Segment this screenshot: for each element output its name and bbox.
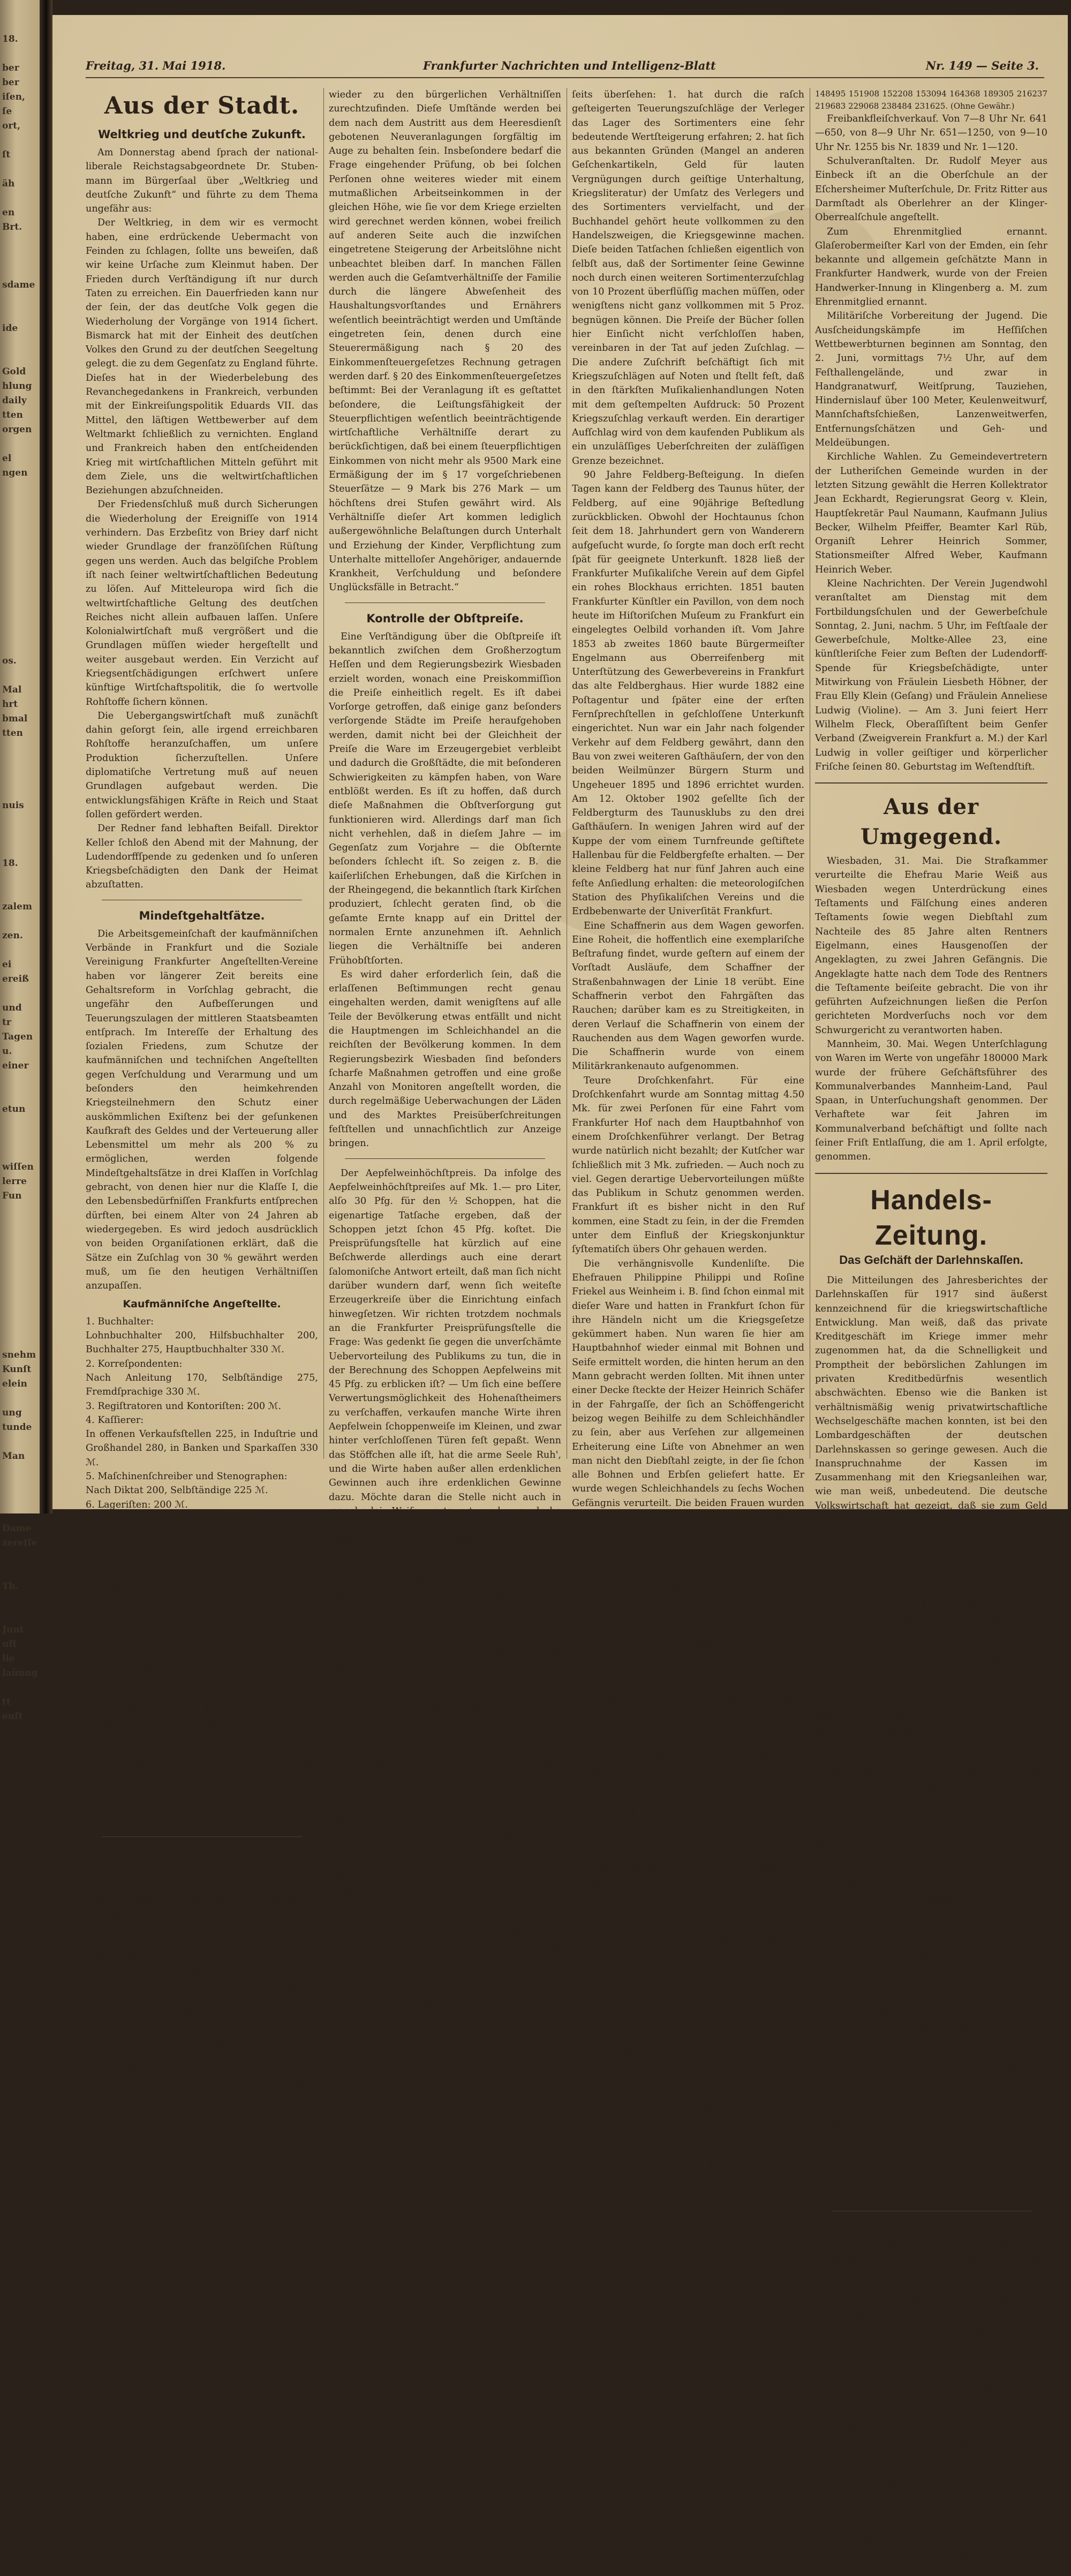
paragraph: Eine Schaffnerin aus dem Wagen geworfen. Eine Roheit, die hoffentlich eine exemplariſche Beſtrafung findet, wurde geſtern auf einem der Vorſtadt Ausläufe, dem Schaffner der Straßenbahnwagen der Linie 18 verübt. Eine Schaffnerin verbot den Fahrgäſten das Rauchen; darüber kam es zu Streitigkeiten, in deren Verlauf die Schaffnerin von einem der Rauchenden aus dem Wagen geworfen wurde. Die Schaffnerin wurde von einem Militärkrankenauto aufgenommen. [572,920,804,1072]
left-page-line [2,350,39,365]
left-page-line: nuis [2,800,24,811]
left-page-line [2,582,39,596]
left-page-line: zalem [2,901,32,912]
left-page-line [2,47,39,61]
paragraph: 7. Expedienten: 225 ℳ. [86,1513,198,1524]
paragraph: Nach Diktat 200, Selbſtändige 225 ℳ. [86,1485,268,1496]
left-page-line [2,1391,39,1406]
paragraph: Mannheim, 30. Mai. Wegen Unterſchlagung von Waren im Werte von ungefähr 180000 Mark wurde der frühere Geſchäftsführer des Kommunalverbandes Mannheim-Land, Paul Spaan, in Unterſuchungshaft genommen. Der Verhaftete war ſeit Jahren im Kommunalverband beſchäftigt und ſollte nach ſeiner Friſt Entlaſſung, die am 1. April erfolgte, genommen. [815,1039,1047,1163]
column-1 [86,88,318,2132]
left-page-line: ſt [2,149,11,160]
left-page-line: Kunſt [2,1364,32,1375]
left-page-line: el [2,453,12,464]
left-page-line [2,914,39,929]
paragraph: 1. Buchhalter: [86,1316,154,1327]
left-page-line: ber [2,63,19,73]
left-page-line [2,1681,39,1695]
paragraph: Die Ernteausſichten. Die Aussichten der Ernte in den verschiedenen Ländern erlangen von Woche zu Woche eine größere politische Bedeutung. In Deutschland haben es die gesetzten zahlreichen „drei Eisheiligen“ diesmal gut gemeint; es kam ein Wetterfall von ein, vielmehr ist die Witterung gesteigerte Wunsch nach Regen ist die Gegengewicht gegen die ist Wärme als die vereinzelt das vielfach Erfüllung gefunden, so daß in den meisten Landesteilen ein günstiger Wechsel zwischen warmen und regnerischen Tagen in letzter Zeit eingetreten ist. Die Saaten haben sich daher fast überall günstig entwickelt. Der Regen wird für das Wintergetreide zu spät kommen, da das ja im Frühjahr stand unter sehr ein Wechsel und Sommergetreide lauten die Nachrichten erfreulicher. Die Gründe für die vielfach die verschiedene Düngung große Unterschiede im Saatenstand hervorgerufen. Für den Ernte erwartet man die Rapssaat und die Heuernte geben. Für das Wirtschaft hat die erfreulich Aussichten, doch ist der Aussehen der Kleeschläge. Wichtig ist die Aus- [815,2239,1047,2574]
left-page-line [2,1319,39,1334]
left-page-text [0,0,40,1724]
subheading-technisch: Techniſche Angeſtellte. [135,1630,268,1642]
left-page-line [2,538,39,553]
paragraph: Lohnbuchhalter 200, Hilfsbuchhalter 200, Buchhalter 275, Hauptbuchhalter 330 ℳ. [86,1330,318,1355]
paragraph: Die Grundſätze für die Einkommenſteuerveranlagung der entlaſſenen Kriegsteilnehmer werden in einem Erlaß des Finanzminiſters für die Vorſitzenden der Veranlagungskommiſſionen und der unterſtellten Organe dahin vorgeſchrieben, daß allgemein eine ſchonende Behandlung gegenüber ſolchen Steuerpflichtigen ſtattzufinden hat, die, vom Heeresdienſt entlaſſen, zu ihrer bürgerlichen Beſchäftigung zurückgekehrt ſind. In beſonderem Maße gilt dies bei Angehörigen des Mittelſtandes, die dem aktiven Dienſte entlaſſen. Schonende Rückſichtnahme iſt aber auch auf diejenigen Entlaſſenen geboten, die in ihrer körperlichen und geiſtigen Leiſtungsfähigkeit durch die Feldzugs-Einflüſſe erlitten haben und daher Nutzen haben werden, ſich [86,1881,318,2132]
left-page-line: lerre [2,1176,27,1187]
left-page-line [2,770,39,784]
article-title-industrie-handel: Induſtrie und Handel. [863,2220,1000,2233]
lottery-numbers-tail: 148495 151908 152208 153094 164368 189305 216237 219683 229068 238484 231625. (Ohne Gewähr.) [815,89,1047,111]
left-page-line [2,1334,39,1348]
left-page-line: ung [2,1407,22,1418]
masthead-date: Freitag, 31. Mai 1918. [86,59,226,72]
left-page-line [2,437,39,451]
paragraph: Betrieb: Nachkalkulatoren 280, Werkmeiſter 300, Obermeiſter 450, Montageleiter 450, Betriebsaſſiſtenten 300, Betriebsingenieure 600 ℳ. [86,1732,318,1786]
left-page-line [2,668,39,683]
paragraph: Die verhängnisvolle Kundenliſte. Die Ehefrauen Philippine Philippi und Roſine Friekel aus Weinheim i. B. ſind ſchon einmal mit dieſer Ware und hatten in Frankfurt ſchon für ihre Händeln nicht um die Kriegsgeſetze gekümmert haben. Nun waren ſie hier am Hauptbahnhof wieder einmal mit Bohnen und Seife ermittelt worden, die hinten herum an den Mann gebracht werden ſollten. Mit ihnen unter einer Decke ſteckte der Heizer Heinrich Schäfer in der Fahrgaſſe, der ſich an Schöffengericht beizog wegen Beihilfe zu dem Schleichhändler zu ſein, aber aus Verſehen zur allgemeinen Erheiterung eine Liſte von Abnehmer an wen man nicht den Diebſtahl zeigte, in der ſie ſchon alle Bohnen und Erbſen geliefert hatte. Er wurde wegen Schleichhandels zu ſechs Wochen Gefängnis verurteilt. Die beiden Frauen wurden wegen verbotener Ausfuhr aus dem Bereich des Kommunalverbands beſtraft und zwar wurde die Philippi mit einem Monat und die Friekel mit zwei Wochen Gefängnis. — In der Strafkammer wurde der Händler Jakob Hellmann wegen Kettenhandels mit Salatöl ſich zu 300 Mark Geldſtrafe verurteilt. [572,1258,804,1607]
paragraph: Der Friedensſchluß muß durch Sicherungen die Wiederholung der Ereigniſſe von 1914 verhindern. Das Erzbeſitz von Briey darf nicht wieder Grundlage der franzöſiſchen Rüſtung gegen uns werden. Auch das belgiſche Problem iſt nach ſeiner weltwirtſchaftlichen Bedeutung zu löſen. Auf Mitteleuropa wird ſich die weltwirtſchaftliche Geltung des deutſchen Reiches nicht allein aufbauen laſſen. Unſere Kolonialwirtſchaft muß vergrößert und die Grundlagen müſſen wieder hergeſtellt und weiter ausgebaut werden. Ein Verzicht auf Kriegsentſchädigungen erſchwert unſere künftige Wirtſchaftspolitik, die ſo wertvolle Rohſtoffe ſichern können. [86,499,318,707]
section-heading-umgegend: Aus der Umgegend. [860,794,1002,850]
paragraph: Die Uebergangswirtſchaft muß zunächſt dahin geſorgt ſein, alle irgend erreichbaren Rohſtoffe heranzuſchaffen, um unſere Produktion ſicherzuſtellen. Unſere diplomatiſche Vertretung muß auf neuen Grundlagen aufgebaut werden. Die entwicklungsfähigen Kräfte in Reich und Staat ſollen gefördert werden. [86,710,318,820]
paragraph: Beſchlagnahmtes Fleiſch. Im Oſtbahnhof in Hanau hat die Polizei einen großen Korb beſchlagnahmt, der 100 Pfund Rindfleiſch enthielt, das aus Bayern nach Offenbach, angeblich in eine Großmetzgerei überführt werden ſollte. Das Fleiſch iſt der Hanauer Kreisfleiſchſtelle überwieſen worden. [572,1864,804,1960]
salary-list-technisch [86,1646,318,1829]
left-page-line [2,611,39,625]
left-page-line [2,885,39,900]
left-page-line [2,263,39,278]
article-body-steuer [86,1880,318,2133]
salary-list-kaufmaennisch [86,1315,318,1625]
local-news-col3 [572,919,804,2215]
left-page-line [2,162,39,177]
left-page-line [2,1146,39,1160]
paragraph: 10. Dolmetſcher (ohne Rückſicht auf Alter): 280 ℳ. [86,1598,318,1623]
book-gutter [40,0,52,1513]
left-page-line: 18. [2,34,18,44]
left-page-fragment [0,0,40,1722]
left-page-line: Mal [2,684,22,695]
left-page-line [2,1507,39,1522]
column-3 [572,88,804,2213]
paragraph: 9. Reiſende: 280 ℳ. [86,1584,180,1595]
left-page-line [2,1131,39,1146]
masthead-page-number: Nr. 149 — Seite 3. [925,59,1039,72]
left-page-line [2,755,39,770]
article-title-darlehnskassen: Das Geſchäft der Darlehnskaſſen. [839,1253,1023,1267]
article-body-steuer-continued [329,88,561,595]
left-page-line: hrt [2,699,18,710]
left-page-line [2,480,39,495]
left-page-line [2,1203,39,1218]
left-page-line [2,1550,39,1565]
left-page-line [2,1594,39,1608]
paragraph: In offenen Verkaufsſtellen 225, in Induſtrie und Großhandel 280, in Banken und Sparkaſſen 330 ℳ. [86,1429,318,1468]
local-news-col4 [815,112,1047,774]
left-page-line: einer [2,1060,29,1071]
paragraph: 5. Maſchinenſchreiber und Stenographen: [86,1471,288,1482]
left-page-line [2,307,39,321]
newspaper-page [52,15,1068,2574]
section-heading-stadt: Aus der Stadt. [104,92,300,119]
paragraph: Militäriſche Vorbereitung der Jugend. Die Ausſcheidungskämpfe im Heſſiſchen Wettbewerbturnen beginnen am Sonntag, den 2. Juni, vormittags 7½ Uhr, auf dem Feſthallengelände, und zwar in Handgranatwurf, Weitſprung, Tauziehen, Hindernislauf über 100 Meter, Keulenweitwurf, Mannſchaftsſchießen, Lanzenweitwerfen, Entfernungsſchätzen und Geh- und Meldeübungen. [815,311,1047,449]
article-body-mindestgehalt [86,927,318,1293]
left-page-line [2,495,39,509]
left-page-line: orgen [2,424,32,435]
paragraph: Teure Droſchkenfahrt. Für eine Droſchkenfahrt wurde am Sonntag mittag 4.50 Mk. für zwei Perſonen für eine Fahrt vom Frankfurter Hof nach dem Hauptbahnhof von einem Droſchkenführer verlangt. Der Betrag wurde natürlich nicht bezahlt; der Kutſcher war ſchließlich mit 3 Mk. zufrieden. — Auch noch zu viel. Gegen derartige Uebervorteilungen müßte das Publikum in Schutz genommen werden. Frankfurt iſt es bisher nicht in den Ruf kommen, eine Stadt zu ſein, in der die Fremden unter dem Einfluß der Kriegskonjunktur ſyſtematiſch übers Ohr gehauen werden. [572,1075,804,1255]
paragraph: Freibankfleiſchverkauf. Von 7—8 Uhr Nr. 641—650, von 8—9 Uhr Nr. 651—1250, von 9—10 Uhr Nr. 1255 bis Nr. 1839 und Nr. 1—120. [815,114,1047,153]
left-page-line: enſt [2,1711,23,1722]
paragraph: Der Weltkrieg, in dem wir es vermocht haben, eine erdrückende Uebermacht von Feinden zu ſchlagen, ſollte uns beweiſen, daß wir keine Urſache zum Kleinmut haben. Der Frieden durch Verſtändigung iſt nur durch Taten zu erreichen. Ein Dauerfrieden kann nur der ſein, der das deutſche Volk gegen die Wiederholung der Vorgänge von 1914 ſichert. Bismarck hat mit der Einheit des deutſchen Volkes den Grund zu der deutſchen Seegeltung gelegt. die zu dem Gegenſatz zu England führte. Dieſes hat in der Wiederbelebung des Revanchegedankens in Frankreich, verbunden mit der Einkreiſungspolitik Eduards VII. das Mittel, den läſtigen Wettbewerber auf dem Weltmarkt ſchließlich zu vernichten. England und Frankreich haben den entſcheidenden Krieg mit wirtſchaftlichen Mitteln geführt mit dem Ziele, uns die weltwirtſchaftlichen Beziehungen abzuſchneiden. [86,217,318,496]
paragraph: Kirchliche Wahlen. Zu Gemeindevertretern der Lutheriſchen Gemeinde wurden in der letzten Sitzung gewählt die Herren Kollektrator Jean Eckhardt, Regierungsrat Georg v. Klein, Hauptſekretär Paul Naumann, Kaufmann Julius Becker, Wilhelm Pfeiffer, Beamter Karl Rüb, Organiſt Lehrer Heinrich Sommer, Stationsmeiſter Alfred Weber, Kaufmann Heinrich Weber. [815,451,1047,575]
left-page-line: etun [2,1104,26,1114]
left-page-line: wiſſen [2,1162,34,1172]
left-page-line: Fun [2,1191,22,1201]
article-body-obstpreise [329,630,561,1151]
left-page-line [2,1464,39,1478]
left-page-line: u. [2,1046,12,1057]
paragraph: Induſtrie. Büro: Zeichner 200, Detailkonſtrukteure 200, Offertingenieure und Vorkalkulatoren 250, Selbſt. Konſtrukteure und Projektierungsing. 375, Reiſe- und Verſuchsingenieure 450, Ober- und Gruppenchefs 450, Oberingenieure 600 ℳ. [86,1647,318,1729]
column-4 [815,88,1047,2574]
left-page-line: ei [2,959,12,970]
left-page-line [2,336,39,350]
left-page-line: iſen, [2,92,25,102]
left-page-line: äh [2,178,15,189]
left-page-line [2,1117,39,1131]
left-page-line [2,1493,39,1507]
section-heading-handelszeitung: Handels-Zeitung. [870,1184,992,1251]
left-page-line [2,871,39,885]
article-title-weltkrieg: Weltkrieg und deutſche Zukunft. [98,128,306,141]
paragraph: Am Donnerstag abend ſprach der national-liberale Reichstagsabgeordnete Dr. Stuben-mann im Bürgerſaal über „Weltkrieg und deutſche Zukunft“ und führte zu dem Thema ungefähr aus: [86,147,318,215]
left-page-line [2,1478,39,1493]
left-page-line [2,639,39,654]
left-page-line: ort, [2,120,21,131]
left-page-line: daily [2,395,27,406]
left-page-line [2,292,39,307]
left-page-line: snehm [2,1350,36,1360]
left-page-line [2,1218,39,1232]
column-2 [329,88,561,2108]
subheading-kaufmaennisch: Kaufmänniſche Angeſtellte. [123,1298,281,1310]
article-body-ernteaussichten [815,2238,1047,2576]
left-page-line: Th. [2,1581,19,1592]
local-news-col2 [329,1166,561,2110]
left-page-line [2,249,39,263]
paragraph: 4. Kaſſierer: [86,1414,144,1426]
left-page-line [2,524,39,538]
left-page-line [2,827,39,842]
paragraph: Der Aepfelweinhöchſtpreis. Da infolge des Aepfelweinhöchſtpreiſes auf Mk. 1.— pro Liter, alſo 30 Pfg. für den ½ Schoppen, hat die eigenartige Tatſache ergeben, daß der Schoppen jetzt ſchon 45 Pfg. koſtet. Die Preisprüfungsſtelle hat kürzlich auf eine Beſchwerde allerdings auch eine derart ſalomoniſche Antwort erteilt, daß man ſich nicht darüber wundern darf, wenn ſich weiteſte Erzeugerkreiſe über die Einrichtung einfach hinwegſetzen. Wir richten trotzdem nochmals an die Frankfurter Preisprüfungsſtelle die Frage: Was gedenkt ſie gegen die unverſchämte Uebervorteilung des Publikums zu tun, die in der Berechnung des Schoppen Aepfelweins mit 45 Pfg. zu erblicken iſt? — Um ſich eine beſſere Verwertungsmöglichkeit des Hohenaſtheimers zu verſchaffen, verkaufen manche Wirte ihren Aepfelwein ſchoppenweiſe im Kleinen, und zwar hinter verſchloſſenen Türen feſt gepaßt. Wenn das Stöffchen alle iſt, hat die arme Seele Ruh', und die Wirte haben außer allen erdenklichen Gewinnen auch ihre erdenklichen Gewinne dazu. Möchte daran die Stelle nicht auch in mancherlei Weiſe vertauert und wo derbe tauſend Leute zahlen. Möchten die zahlungswilligen und -fähigen alle Leute und nicht der kleine Mann, das iſt eine wirklich traurige Tatſache. [329,1168,561,1573]
paragraph: wieder zu den bürgerlichen Verhältniſſen zurechtzufinden. Dieſe Umſtände werden bei dem nach dem Austritt aus dem Heeresdienſt gebotenen Neuveranlagungen ſorgfältig im Auge zu behalten ſein. Insbeſondere bedarf die Frage eingehender Prüfung, ob bei ſolchen Perſonen ohne weiteres wieder mit einem mutmaßlichen Arbeitseinkommen in der gleichen Höhe, wie ſie vor dem Kriege erzielten wird gerechnet werden können, wobei freilich auf anderen Seite auch die inzwiſchen eingetretene Steigerung der Arbeitslöhne nicht unbeachtet bleiben darf. In manchen Fällen werden auch die Geſamtverhältniſſe der Familie durch die längere Abweſenheit des Haushaltungsvorſtandes und Ernährers weſentlich beeinträchtigt werden und Umſtände eingetreten ſein, denen durch eine Steuerermäßigung nach § 20 des Einkommenſteuergeſetzes Rechnung getragen werden darf. § 20 des Einkommenſteuergeſetzes beſtimmt: Bei der Veranlagung iſt es geſtattet beſondere, die Leiſtungsfähigkeit der Steuerpflichtigen weſentlich beeinträchtigende wirtſchaftliche Verhältniſſe derart zu berückſichtigen, daß bei einem ſteuerpflichtigen Einkommen von nicht mehr als 9500 Mark eine Ermäßigung der im § 17 vorgeſchriebenen Steuerſätze — 9 Mark bis 276 Mark — um höchſtens drei Stufen gewährt wird. Als Verhältniſſe dieſer Art kommen lediglich außergewöhnliche Belaſtungen durch Unterhalt und Erziehung der Kinder, Verpflichtung zum Unterhalte mittelloſer Angehöriger, andauernde Krankheit, Verſchuldung und beſondere Unglücksfälle in Betracht.“ [329,89,561,593]
article-body-weltkrieg [86,146,318,892]
left-page-line: tunde [2,1422,32,1433]
left-page-line [2,1073,39,1088]
paragraph: ſeits überſehen: 1. hat durch die raſch geſteigerten Teuerungszuſchläge der Verleger das Lager des Sortimenters eine ſehr bedeutende Wertſteigerung erfahren; 2. hat ſich aus bekannten Gründen (Mangel an anderen Geſchenkartikeln, Geld für lauten Vergnügungen durch geiſtige Unterhaltung, Kriegsliteratur) der Umſatz des Verlegers und des Sortimenters vervielfacht, und der Buchhandel gehört heute vollkommen zu den Handelszweigen, die Kriegsgewinne machen. Dieſe beiden Tatſachen ſchließen eigentlich von ſelbſt aus, daß der Sortimenter ſeine Gewinne noch durch einen weiteren Sortimenterzuſchlag von 10 Prozent überflüſſig machen müſſen, oder wenigſtens nicht ganz vollkommen mit 5 Proz. begnügen können. Die Preiſe der Bücher ſollen hier Einſicht nicht verſchloſſen haben, vereinbaren in der Tat auf jeden Zuſchlag. — Die andere Zuſchrift beſchäftigt ſich mit Kriegszuſchlägen auf Noten und ſtellt feſt, daß in den ſtärkſten Muſikalienhandlungen Noten mit dem geſtempelten Aufdruck: 50 Prozent Kriegszuſchlag verkauft werden. Ein derartiger Aufſchlag wird von dem kaufenden Publikum als ein unzuläſſiges Ueberſchreiten der zuläſſigen Grenze bezeichnet. [572,89,804,466]
left-page-line: elein [2,1379,27,1389]
left-page-line: os. [2,656,17,666]
left-page-line: tr [2,1017,11,1028]
paragraph: 3. Regiſtratoren und Kontoriſten: 200 ℳ. [86,1400,282,1412]
paragraph: Eine Verſtändigung über die Obſtpreiſe iſt bekanntlich zwiſchen dem Großherzogtum Heſſen und dem Regierungsbezirk Wiesbaden erzielt worden, wonach eine Preiskommiſſion die Preiſe einheitlich regelt. Es iſt dabei Vorſorge getroffen, daß einige ganz beſonders verſorgende Städte im Preiſe heraufgehoben werden, damit nicht bei der Gleichheit der Preiſe die Ware im Erzeugergebiet verbleibt und dadurch die Großſtädte, die mit beſonderen Schwierigkeiten zu kämpfen haben, von Ware entblößt werden. Es iſt zu hoffen, daß durch dieſe Maßnahmen die Obſtverſorgung gut funktionieren wird. Allerdings darf man ſich nicht verhehlen, daß in dieſem Jahre — im Gegenſatz zum Vorjahre — die Obſternte beſonders ſchlecht iſt. So zeigen z. B. die kaiſerliſchen Erhebungen, daß die Kirſchen in der Rheingegend, die bekanntlich ſtark Kirſchen produziert, ſchlecht geraten ſind, ob die geſamte Ernte knapp auf ein Drittel der normalen Ernte anzunehmen iſt. Aehnlich liegen die Verhältniſſe bei anderen Frühobſtſorten. [329,631,561,966]
left-page-line: 18. [2,858,18,869]
paragraph: Es wird daher erforderlich ſein, daß die erlaſſenen Beſtimmungen recht genau eingehalten werden, damit wenigſtens auf alle Teile der Bevölkerung etwas entfällt und nicht die Hauptmengen im Schleichhandel an die reichſten der Bevölkerung kommen. In dem Regierungsbezirk Wiesbaden ſind beſonders ſcharfe Maßnahmen getroffen und eine große Anzahl von Monitoren angeſtellt worden, die durch regelmäßige Ueberwachungen der Läden und des Marktes Preisüberſchreitungen feſtſtellen und unnachſichtlich zur Anzeige bringen. [329,969,561,1149]
left-page-line: tten [2,410,23,420]
paragraph: 90 Jahre Feldberg-Beſteigung. In dieſen Tagen kann der Feldberg des Taunus hüter, der Feldberg, auf eine 90jährige Beſtedlung zurückblicken. Obwohl der Hochtaunus ſchon ſeit dem 18. Jahrhundert gern von Wanderern aufgeſucht wurde, ſo ſorgte man doch erſt recht ſpät für geeignete Unterkunft. 1828 ließ der Frankfurter Muſikaliſche Verein auf dem Gipfel ein rohes Blockhaus errichten. 1851 bauten Frankfurter Künſtler ein Pavillon, von dem noch heute im Hiſtoriſchen Muſeum zu Frankfurt ein eingelegtes Oelbild vorhanden iſt. Vom Jahre 1853 ab zweites 1860 baute Bürgermeiſter Engelmann aus Oberreifenberg mit Unterſtützung des Gewerbevereins in Frankfurt das alte Feldberghaus. Hier wurde 1882 eine Poſtagentur und ſpäter eine der erſten Fernſprechſtellen in geſchloſſene Unterkunft eingerichtet. Nun war ein Jahr nach folgender Verkehr auf dem Feldberg gewährt, dann den Bau von zwei weiteren Gaſthäuſern, der von den beiden Weilmünzer Bürgern Sturm und Ungeheuer 1895 und 1896 errichtet wurden. Am 12. Oktober 1902 geſellte ſich der Feldbergturm des Taunusklubs zu den drei Gaſthäuſern. In wenigen Jahren wird auf der Kuppe der vom einem Turnfreunde geſtiftete Hallenbau für die Feldbergfeſte erhalten. — Der kleine Feldberg hat nur fünf Jahren auch eine feſte Anſiedlung erhalten: die meteorologiſchen Station des Phyſikaliſchen Vereins und die Erdbebenwarte der Univerſität Frankfurt. [572,470,804,917]
left-page-line [2,1276,39,1290]
article-title-steuer-line2: ehem. Kriegsteilnehmer. [124,1862,280,1875]
paragraph: Die Mitteilungen des Jahresberichtes der Darlehnskaſſen für 1917 sind äußerst kennzeichnend für die kriegswirtschaftliche Entwicklung. Man weiß, daß das private Kreditgeschäft im Kriege immer mehr zugenommen hat, da die Schnelligkeit und Promptheit der bebörslichen Zahlungen im privaten Kreditbedürfnis wesentlich abschwächten. Ebenso wie die Banken ist verhältnismäßig wenig privatwirtschaftliche Wechselgeschäfte machen konnten, ist bei den Lombardgeschäften der deutschen Darlehnskassen so geringe gewesen. Auch die Inanspruchnahme der Kassen im Zusammenhang mit den Kriegsanleihen war, wie man weiß, unbedeutend. Die deutsche Volkswirtschaft hat gezeigt, daß sie zum Geld gesättigt, darart mit bereiten Mitteln versehen, daß sie zum Zweck der Kriegsanleihebeleihung Kredite nur in geringem Maße in Anspruch zu nehmen braucht. Bei der so geringen und alsbaldigen Kriegsanleihe wurden ihren Zeitraum bewegenden Kaſſen gegeben werden, um Zeichen, daß die Kriegsgeldflüssigkeit vom Jahr zu Jahr gestiegen ist. Gesamtsumme aller Kriegsanleihedarlehne war Ende 1917 noch geringer als Ende 1916. Gegenüber 1916 sind im Jahre 1917 im Interesse der öffentlichen Körperschaften des Bundesstaaten, Gemeinden usw. außerordentlich stark gewesen. Auf derartige Körperschaften entfielen im Jahre 1917 rund 1 Milliarde oder 75 pCt. der gesamten Beleihungen. Bemerkenswert ist der Rückgang der Beleihung an die Kriegsgesellschaften. Er ist ebenfalls ein Zeichen der wachsenden Geldflüssigkeit und außerdem ein Symptom für die Einarbeitung der Unternehmungen in ihren Aufgabenkreis. Die Gesamtumsätze der deutschen Darlehnskassen betrugen im Jahre 1917 68,5 Milliarden M. gegen rund 39 Milliarden M. im Jahre 1916. Die Zunahme fällt auf das Konto der Berliner Darlehnskasse. Da rund 75 pCt. der Gesamtinanspruchnahme der Kassen auf öffentlichen Körperschaften entfallen, so bekommt man einen Begriff darüber, welche Bedeutung die Darlehnskassen für die Befriedigung des Geldbedarfs der öffentlichen Körperschaften erlangt haben. Die Bedeutung der Darlehnskassen geht noch über die der Banken hinaus. Man wird sagen können, daß der Geldbedarf der Bundesstaaten, Provinzen und Gemeinden im Kriege einen außerordentlichen Umfang angenommen hat. Die Darlehnskassen werden eigentlich erst nach Friedensschluß ihre Hauptaufgabe zu lösen haben. Sie werden dann eines der wichtigsten Instrumente sein, um die umfangreichen Kreditbefriedigungen, sowie auch der Regelung des Zahlungsverkehrs mit dem Ausland zu erfüllen, dienen. Man wird die Kriegsanleihen, die an die Kassen, dann erst stellen. Fußt doch der Plan der Mobilisierung unserer Kriegsanleihen auf diesen Kassen. Jedenfalls werden diese Kassen noch lange Zeit nach dem Friedensschluß nicht verschwinden. [815,1275,1047,2202]
left-page-line: tt [2,1697,11,1707]
left-page-line: Gold [2,366,26,377]
left-page-line: ber [2,77,19,88]
article-title-obstpreise: Kontrolle der Obſtpreiſe. [366,612,524,625]
article-body-umgegend [815,854,1047,1164]
paragraph: Die Arbeitsgemeinſchaft der kaufmänniſchen Verbände in Frankfurt und die Soziale Vereinigung Frankfurter Angeſtellten-Vereine haben vor längerer Zeit bereits eine Gehaltsreform in Vorſchlag gebracht, die ungefähr den Aufbeſſerungen und Teuerungszulagen der mittleren Staatsbeamten entſprach. Im Intereſſe der Erhaltung des ſozialen Friedens, zum Schutze der kaufmänniſchen und techniſchen Angeſtellten gegen Verſchuldung und Verarmung und um beſonders den heimkehrenden Kriegsteilnehmern den Schutz einer auskömmlichen Exiſtenz bei der geſunkenen Kaufkraft des Geldes und der Verteuerung aller Lebensmittel um mehr als 200 % zu ermöglichen, werden folgende Mindeſtgehaltsſätze in drei Klaſſen in Vorſchlag gebracht, von denen hier nur die Klaſſe I, die den Lebensbedürfniſſen Frankfurts entſprechen dürften, bei einem Alter von 24 Jahren ab wiedergegeben. Es wird jedoch ausdrücklich von beiden Organiſationen erklärt, daß die Sätze ein Zuſchlag von 30 % gewährt werden muß, um ſie den heutigen Verhältniſſen anzupaſſen. [86,928,318,1292]
left-page-line: Brt. [2,222,22,232]
left-page-line: ſe [2,106,12,117]
left-page-line: tten [2,728,23,739]
paragraph: 8. Verkäufer: [86,1527,148,1539]
left-page-line [2,1261,39,1276]
left-page-line [2,741,39,755]
left-page-line: Tagen [2,1031,33,1042]
left-page-line [2,943,39,958]
left-page-line: Dame [2,1523,32,1534]
paragraph: Kolonial- und verwandte Waren 170, andere Verkäufer 225, Schaufenſterdekorateure 280, Filialleiter 225 ℳ. [86,1541,318,1581]
left-page-line: hlung [2,381,32,391]
left-page-line [2,986,39,1001]
left-page-line: zereſſe [2,1538,37,1548]
article-title-mindestgehalt: Mindeſtgehaltſätze. [139,909,265,922]
left-page-line: lie [2,1653,15,1664]
left-page-line: ide [2,323,18,334]
left-page-line: sdame [2,280,35,290]
paragraph: Bücherpreiſe. Wir erhalten u. a. folgende Zuſchrift zu dem in letzter Zeit erörterten Thema: Bücherpreiſe: Am 29. Mai 18 annonciert der Verlag Georg Müller in München: „Die Puderquaſte“ von Franz Blei neu erſchienen ſei, und zwar zum Preiſe von 8 Mk. für das gebundene Exemplar. Da ging daraufhin in zwei hieſige Buchhandlungen und verlangte das Buch zu dieſem Preiſe. In den Geſchäften erhielt ich indes die Auskunft: das Buch koſte jetzt 8 Mk. ſondern 11.50 Mk. und 10 Prozent Buchhändler-Aufſchlag = 12.50 Mk. Als des Rätſels Löſung ergab ſich, daß das vom Verlag annoncierte Preis der alte war, zu den Verlag nachträglich zu 40 Prozent Teuerungsaufſchlag auf ſeine ſämtlichen Publikationen erhob (wie ich nach Buchhändler-Aufklärung auch auf ſeine alten Beſtände!), ſo koſtet „Die Puderquaſte“ jetzt 8 Mk. + 50 Prozent Teuerungsaufſchlag, 10 Mk. Zu dieſem Preis gelangen aber erſt alte die Bücher des 8 Mk. erſchienen Fremdwörter Käufer zum Kaufen des Buches auf unter Angabe des alten Preiſes. Es wird gelegt, iſt das die gröbliche Irreführung des Publikums. Die allgemeine Verwirrung der moraliſchen Begriffe, die charakteriſtiſch für das bürgerliche Leben im Kriege iſt, hat, wie alle Zweige des Handels, auch das Buchgewerbe ergriffen. Es iſt ſicher daß gerade der verändernde Zuſtand nur darum beſonders auf, weil er ſich früher durch beſondere Solidität und konſtante Preiſe den Sortimentern gehört und auch die die kriegsmäßige Wandlung der kaufmänniſchen Moral. Die Verordnung hieſiger einzeln den Maßregel iſt trotzdem gedacht, um hintans trauen die Vorteile in die erhöhten Spielen, die der Sortimenter jetzt zweifellos hat, wenn ein gewichtiges Gegenargument wird dabei [329,1576,561,2108]
left-page-line [2,784,39,799]
left-page-line: zen. [2,930,23,941]
left-page-line: ereiß [2,974,29,984]
left-page-line [2,596,39,611]
left-page-line [2,1247,39,1261]
paragraph: Der Redner fand lebhaften Beifall. Direktor Keller ſchloß den Abend mit der Mahnung, der Ludendorffſpende zu gedenken und ſo unſeren Kriegsbeſchädigten den Dank der Heimat abzuſtatten. [86,823,318,891]
left-page-line [2,1565,39,1579]
masthead-title: Frankfurter Nachrichten und Intelligenz-Blatt [423,59,716,72]
article-title-steuer-line1: Die Steuerveranlagung [129,1846,275,1859]
paragraph: 6. Lageriſten: 200 ℳ. [86,1499,188,1510]
paragraph: Ludendorff-Spende. Die Zigarettenfabriken Geling & Co., Jerome Gonacheo, Rachtmann, Großmann & Co. hat dabei insgeſamt 6000 Mark geſpendet. Die Beſchlüſſe, das am Samstag, 1. Juni, in Caſino Kaſſe des Spendeplan der Preiſe, 2. dann mit der Spende zum Ludendorff-Spende, 3. die Nachrichten vom der Spende erfolgen. [572,1610,804,1720]
left-page-line [2,1608,39,1623]
left-page-line [2,813,39,827]
left-page-line: und [2,1003,22,1013]
left-page-line: Junt [2,1624,24,1635]
article-body-buecherpreise-continued [572,88,804,919]
paragraph: Kleine Nachrichten. Der Verein Jugendwohl veranſtaltet am Dienstag mit dem Fortbildungsſchulen und der Gewerbeſchule Sonntag, 2. Juni, nachm. 5 Uhr, im Feſtſaale der Gewerbeſchule, Moltke-Allee 23, eine künſtleriſche Feier zum Beſten der Ludendorff-Spende für Kriegsbeſchädigte, unter Mitwirkung von Fräulein Liesbeth Höbner, der Frau Elly Klein (Geſang) und Fräulein Anneliese Ludwig (Violine). — Am 3. Juni feiert Herr Wilhelm Fleck, Oberaſſiſtent beim Genfer Verband (Zweigverein Frankfurt a. M.) der Karl Ludwig in voller geiſtiger und körperlicher Friſche ſeinen 80. Geburtstag im Weſtendſtift. [815,578,1047,772]
left-page-line [2,1435,39,1449]
left-page-line: laüung [2,1668,38,1678]
left-page-line [2,235,39,249]
left-page-line [2,1305,39,1319]
paragraph: Preußiſch-Süddeutſche Klaſſenlotterie. In der Vormittags-Ziehung fielen 15000 Mark auf Nr. 169127, 10000 Mark auf Nr. 6251 20937, 5000 Mark auf Nr. 219403 227107, 3000 Mark auf Nr. 12583 13501 14019 18527 23599 33197 41098 45227 47291 55402 56573 57085 59160 60017 61039 65412 67383 73018 84392 96601 100173 100566 101328 104512 106897 114072 124017 139004 140563 143218 151009 153127 165723 172308 184389 190280 219554 223871. — In der Nachmittags-Ziehung fielen 30000 Mark auf Nr. 171086, 15000 Mk. auf Nr. 76207, 10000 Mark auf Nr. 26497, 5000 Mark auf Nr. 9746 98579 179785 204161, 3000 Mark auf Nr. 24817 31743 37593 44023 47873 52703 68271 75379 77618 78801 79015 80719 85377 90213 94719 102881 107901 111113 116137 115344 125482 125344 142838 [572,1962,804,2213]
left-page-line [2,567,39,582]
article-body-darlehnskassen [815,1274,1047,2203]
left-page-line: Man [2,1451,25,1462]
paragraph: Wiesbaden, 31. Mai. Die Strafkammer verurteilte die Ehefrau Marie Weiß aus Wiesbaden wegen Unterdrückung eines Teſtaments und Fälſchung eines anderen Teſtaments ſowie wegen Diebſtahl zum Nachteile des 85 Jahre alten Rentners Eigelmann, eines Hausgenoſſen der Angeklagten, zu zwei Jahren Gefängnis. Die Angeklagte hatte nach dem Tode des Rentners die Teſtamente beiſeite gebracht. Die von ihr geführten Aufzeichnungen ließen die Perſon gerichteten Mordverſuchs noch vor dem Schwurgericht zu verantworten haben. [815,856,1047,1036]
left-page-line [2,553,39,567]
left-page-line [2,1232,39,1247]
left-page-line: en [2,207,15,218]
left-page-line [2,191,39,206]
left-page-line [2,509,39,524]
paragraph: Lebhafter Markt. Die Gemüſezufuhr ſich zu wünſchen übrig, und ſchien man Teil noch auf unſerer Mengen Nicht in den Marktſtände aus übrigens auf dem Frankfurter Markt. Nur Rettiche und junge Zwiebeln waren reichlich. Erbſen ſind ſehr billig. Der Markt iſt ſonſt ſchon zum Verkauf. Es wurden gehandelt: Kohlrabi, Stück, Spargel 1.15 ℳ, Blumenkohl 80 ℳ, Kopfſalat 50 bis 1.50 ℳ, Spinat 70 ℳ, Zwiebeln mit Schloſſen das Pfund 70 ℳ. [572,1723,804,1861]
left-page-line: ufſ [2,1639,17,1649]
left-page-line: bmal [2,713,28,724]
masthead [86,56,1044,78]
left-page-line [2,1088,39,1102]
left-page-line [2,625,39,639]
paragraph: Zum Ehrenmitglied ernannt. Glaſerobermeiſter Karl von der Emden, ein ſehr bekannte und allgemein geſchätzte Mann in Frankfurter Handwerk, wurde von der Freien Handwerker-Innung in Klingenberg a. M. zum Ehrenmitglied ernannt. [815,226,1047,308]
paragraph: Schulveranſtalten. Dr. Rudolf Meyer aus Einbeck iſt an die Oberſchule an der Eſchersheimer Muſterſchule, Dr. Fritz Ritter aus Darmſtadt als Oberlehrer an der Klinger-Oberrealſchule angeſtellt. [815,156,1047,223]
left-page-line [2,842,39,856]
paragraph: Nach Anleitung 170, Selbſtändige 275, Fremdſprachige 330 ℳ. [86,1372,318,1398]
paragraph: 2. Korreſpondenten: [86,1358,183,1369]
paragraph: Baugewerbe: Zeichner 200, Bautechniker im Büro 300, Bautechniker auf dem Bau 350, Bauleiter 400 ℳ. [86,1788,318,1828]
left-page-line: ngen [2,468,28,478]
left-page-line [2,133,39,148]
left-page-line [2,1290,39,1305]
